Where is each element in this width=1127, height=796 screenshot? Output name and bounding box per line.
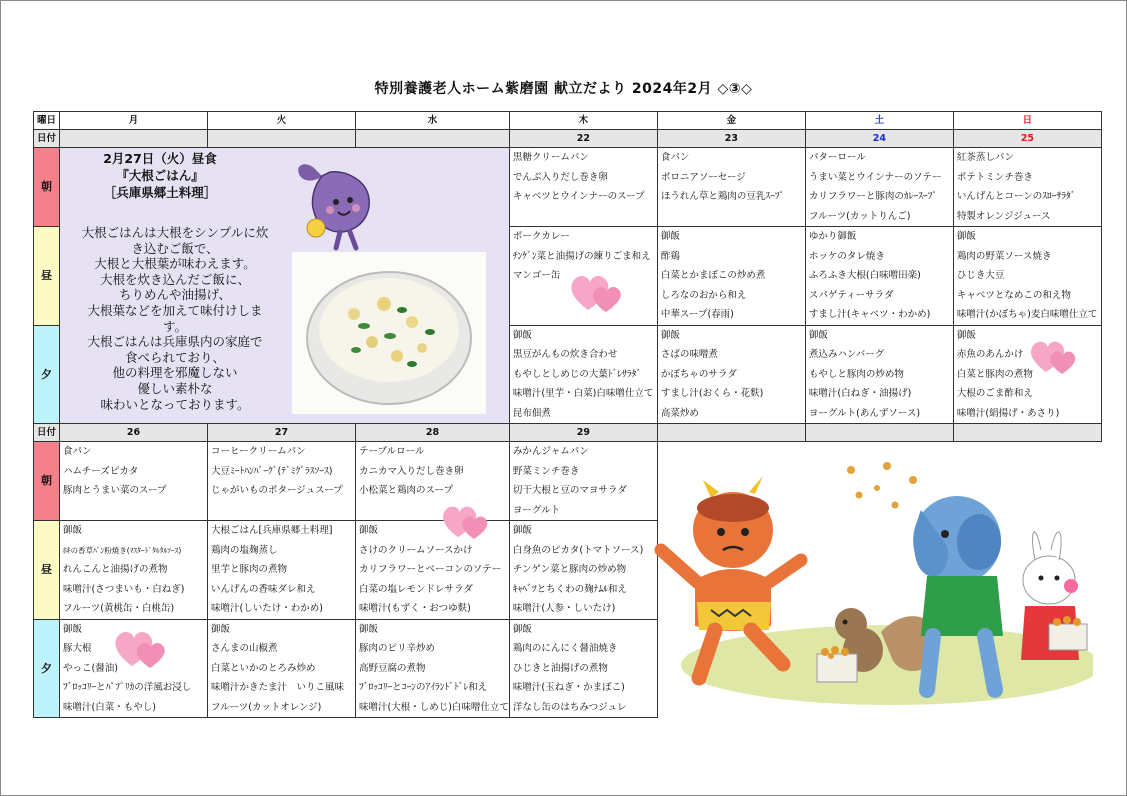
menu-cell-sat-24-yuu: 御飯 煮込みハンバーグ もやしと豚肉の炒め物 味噌汁(白ねぎ・油揚げ) ヨーグルト(あんずソース) <box>805 325 953 424</box>
menu-cell-thu-29-asa: みかんジャムパン 野菜ミンチ巻き 切干大根と豆のマヨサラダ ヨーグルト <box>509 442 657 521</box>
heart-icon <box>568 270 626 314</box>
day-header-fri: 金 <box>657 112 805 130</box>
date-cell <box>953 424 1101 442</box>
menu-cell-sun-25-yuu: 御飯 赤魚のあんかけ 白菜と豚肉の煮物 大根のごま酢和え 味噌汁(絹揚げ・あさり) <box>953 325 1101 424</box>
date-cell <box>60 130 208 148</box>
hizuke-label: 日付 <box>34 130 60 148</box>
heart-icon <box>1028 333 1080 379</box>
day-header-mon: 月 <box>60 112 208 130</box>
menu-cell-thu-29-yuu: 御飯 鶏肉のにんにく醤油焼き ひじきと油揚げの煮物 味噌汁(玉ねぎ・かまぼこ) 洋なし缶のはちみつジュレ <box>509 619 657 718</box>
date-cell <box>208 130 356 148</box>
date-cell: 24 <box>805 130 953 148</box>
menu-cell-sun-25-asa: 紅茶蒸しパン ポテトミンチ巻き いんげんとコーンのｽﾛｰｻﾗﾀﾞ 特製オレンジジュース <box>953 148 1101 227</box>
menu-cell-sun-25-hiru: 御飯 鶏肉の野菜ソース焼き ひじき大豆 キャベツとなめこの和え物 味噌汁(かぼちゃ)麦白味噌仕立て <box>953 227 1101 326</box>
menu-cell-thu-22-asa: 黒糖クリームパン でんぶ入りだし巻き卵 キャベツとウインナーのスープ <box>509 148 657 227</box>
day-header-thu: 木 <box>509 112 657 130</box>
date-cell: 29 <box>509 424 657 442</box>
asa-label: 朝 <box>34 148 60 227</box>
feature-body: 大根ごはんは大根をシンプルに炊 き込むご飯で、 大根と大根葉が味わえます。 大根を炊き込んだご飯に、 ちりめんや油揚げ、 大根葉などを加えて味付けしま す。 大根ごはんは兵庫県内の家庭で 食べられており、 他の料理を邪魔しない 優しい素朴な 味わいとなっております。 <box>81 225 269 412</box>
asa-label: 朝 <box>34 442 60 521</box>
menu-cell-mon-26-hiru: 御飯 ﾎｷの香草ﾊﾟﾝ粉焼き(ﾏｽﾀｰﾄﾞﾀﾙﾀﾙｿｰｽ) れんこんと油揚げの煮物 味噌汁(さつまいも・白ねぎ) フルーツ(黄桃缶・白桃缶) <box>60 521 208 620</box>
menu-cell-wed-28-yuu: 御飯 豚肉のピリ辛炒め 高野豆腐の煮物 ﾌﾞﾛｯｺﾘｰとｺｰﾝのｱｲﾗﾝﾄﾞﾄﾞﾚ和え 味噌汁(大根・しめじ)白味噌仕立て <box>356 619 510 718</box>
date-cell <box>657 424 805 442</box>
day-header-sun: 日 <box>953 112 1101 130</box>
menu-cell-fri-23-yuu: 御飯 さばの味噌煮 かぼちゃのサラダ すまし汁(おくら・花麩) 高菜炒め <box>657 325 805 424</box>
date-cell: 23 <box>657 130 805 148</box>
menu-cell-mon-26-asa: 食パン ハムチーズピカタ 豚肉とうまい菜のスープ <box>60 442 208 521</box>
date-cell: 25 <box>953 130 1101 148</box>
hiru-label: 昼 <box>34 521 60 620</box>
hizuke-label: 日付 <box>34 424 60 442</box>
day-header-sat: 土 <box>805 112 953 130</box>
date-cell <box>805 424 953 442</box>
feature-panel <box>60 148 510 424</box>
menu-cell-wed-28-asa: テーブルロール カニカマ入りだし巻き卵 小松菜と鶏肉のスープ <box>356 442 510 521</box>
menu-cell-tue-27-asa: コーヒークリームパン 大豆ﾐｰﾄﾊﾝﾊﾞｰｸﾞ(ﾃﾞﾐｸﾞﾗｽｿｰｽ) じゃがいものポタージュスープ <box>208 442 356 521</box>
date-cell: 28 <box>356 424 510 442</box>
menu-cell-fri-23-asa: 食パン ボロニアソーセージ ほうれん草と鶏肉の豆乳ｽｰﾌﾟ <box>657 148 805 227</box>
page-title: 特別養護老人ホーム紫磨園 献立だより 2024年2月 ◇③◇ <box>374 81 753 97</box>
menu-cell-fri-23-hiru: 御飯 酢鶏 白菜とかまぼこの炒め煮 しろなのおから和え 中華スープ(春雨) <box>657 227 805 326</box>
yuu-label: 夕 <box>34 619 60 718</box>
date-cell <box>356 130 510 148</box>
date-cell: 27 <box>208 424 356 442</box>
week2-date-row <box>34 424 1102 442</box>
setsubun-oni-animals-illustration <box>651 450 1093 718</box>
daikon-character-icon <box>284 156 384 252</box>
date-cell: 22 <box>509 130 657 148</box>
feature-title: 2月27日（火）昼食 『大根ごはん』 ［兵庫県郷土料理］ <box>103 151 217 200</box>
youbi-header: 曜日 <box>34 112 60 130</box>
heart-icon <box>440 500 492 542</box>
day-header-tue: 火 <box>208 112 356 130</box>
menu-cell-thu-29-hiru: 御飯 白身魚のピカタ(トマトソース) チンゲン菜と豚肉の炒め物 ｷｬﾍﾞﾂとちくわの麹ﾅﾑﾙ和え 味噌汁(人参・しいたけ) <box>509 521 657 620</box>
menu-cell-sat-24-asa: バターロール うまい菜とウインナーのソテー カリフラワーと豚肉のｶﾚｰｽｰﾌﾟ フルーツ(カットりんご) <box>805 148 953 227</box>
menu-cell-tue-27-hiru: 大根ごはん[兵庫県郷土料理] 鶏肉の塩麹蒸し 里芋と豚肉の煮物 いんげんの香味ダレ和え 味噌汁(しいたけ・わかめ) <box>208 521 356 620</box>
menu-cell-sat-24-hiru: ゆかり御飯 ホッケのタレ焼き ふろふき大根(白味噌田楽) スパゲティーサラダ すまし汁(キャベツ・わかめ) <box>805 227 953 326</box>
menu-cell-thu-22-hiru: ポークカレー ﾁﾝｹﾞﾝ菜と油揚げの練りごま和え マンゴー缶 <box>509 227 657 326</box>
menu-cell-tue-27-yuu: 御飯 さんまの山椒煮 白菜といかのとろみ炒め 味噌汁かきたま汁 いりこ風味 フルーツ(カットオレンジ) <box>208 619 356 718</box>
date-cell: 26 <box>60 424 208 442</box>
day-header-wed: 水 <box>356 112 510 130</box>
week1-date-row <box>34 130 1102 148</box>
hiru-label: 昼 <box>34 227 60 326</box>
daikon-rice-photo <box>292 252 486 414</box>
heart-icon <box>112 625 170 671</box>
menu-cell-thu-22-yuu: 御飯 黒豆がんもの炊き合わせ もやしとしめじの大葉ﾄﾞﾚｻﾗﾀﾞ 味噌汁(里芋・白菜)白味噌仕立て 昆布佃煮 <box>509 325 657 424</box>
menu-cell-wed-28-hiru: 御飯 さけのクリームソースかけ カリフラワーとベーコンのソテー 白菜の塩レモンドレサラダ 味噌汁(もずく・おつゆ麩) <box>356 521 510 620</box>
menu-cell-mon-26-yuu: 御飯 豚大根 やっこ(醤油) ﾌﾞﾛｯｺﾘｰとﾊﾟﾌﾟﾘｶの洋風お浸し 味噌汁(白菜・もやし) <box>60 619 208 718</box>
yuu-label: 夕 <box>34 325 60 424</box>
